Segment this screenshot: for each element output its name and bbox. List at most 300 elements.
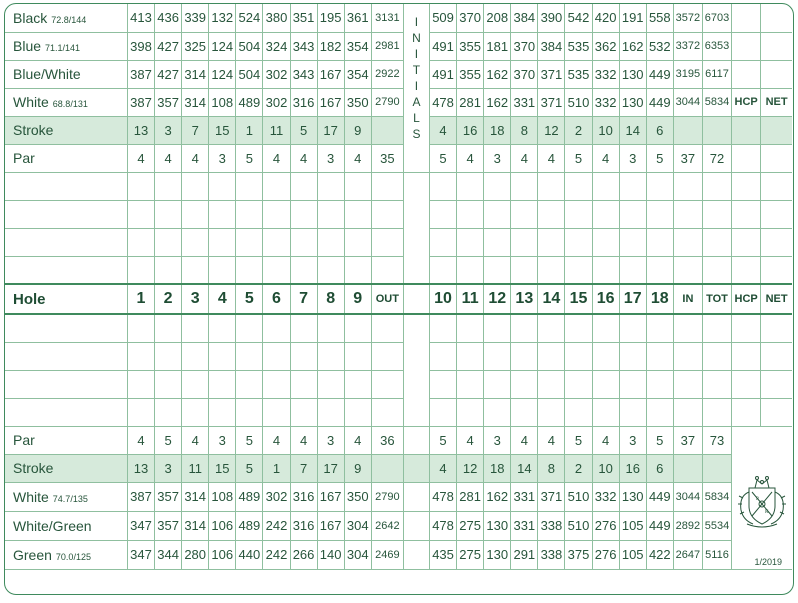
tee-name: Blue/White [13,66,81,82]
score-cell[interactable] [565,370,592,398]
score-cell[interactable] [592,370,619,398]
score-cell[interactable] [484,228,511,256]
score-cell[interactable] [290,200,317,228]
stroke-hole-13: 14 [511,454,538,482]
yardage-hole-12: 208 [484,4,511,32]
yardage-hole-13: 370 [511,60,538,88]
score-cell[interactable] [182,200,209,228]
par-hole-13: 4 [511,426,538,454]
blank-cell [732,144,761,172]
score-cell[interactable] [371,370,403,398]
player-name-cell[interactable] [5,200,127,228]
score-cell[interactable] [155,172,182,200]
hole-number: 13 [511,284,538,314]
score-cell[interactable] [290,228,317,256]
player-name-cell[interactable] [5,342,127,370]
score-cell[interactable] [592,200,619,228]
score-cell[interactable] [484,398,511,426]
score-cell[interactable] [511,228,538,256]
score-cell[interactable] [732,314,761,342]
score-cell[interactable] [127,200,154,228]
yardage-hole-2: 357 [155,88,182,116]
blank-cell [371,454,403,482]
par-hole-12: 3 [484,426,511,454]
score-cell[interactable] [619,314,646,342]
score-cell[interactable] [209,314,236,342]
par-hole-11: 4 [457,426,484,454]
score-cell[interactable] [127,172,154,200]
score-entry-row [5,172,792,200]
score-cell[interactable] [592,172,619,200]
yardage-hole-9: 354 [344,60,371,88]
score-cell[interactable] [761,256,792,284]
yardage-hole-16: 332 [592,482,619,511]
in-total: 37 [673,144,702,172]
score-cell[interactable] [673,200,702,228]
yardage-hole-6: 302 [263,482,290,511]
par-hole-7: 4 [290,426,317,454]
score-cell[interactable] [702,398,731,426]
tot-total: 5534 [702,511,731,540]
stroke-hole-14: 8 [538,454,565,482]
in-total: 3372 [673,32,702,60]
score-cell[interactable] [565,398,592,426]
score-cell[interactable] [182,314,209,342]
score-cell[interactable] [619,342,646,370]
score-cell[interactable] [430,370,457,398]
score-cell[interactable] [317,398,344,426]
yardage-hole-7: 351 [290,4,317,32]
score-cell[interactable] [511,256,538,284]
score-cell[interactable] [565,342,592,370]
stroke-hole-5: 5 [236,454,263,482]
tee-name: Green [13,546,52,563]
yardage-hole-7: 316 [290,482,317,511]
score-cell[interactable] [430,172,457,200]
yardage-hole-6: 324 [263,32,290,60]
score-cell[interactable] [565,228,592,256]
yardage-hole-5: 489 [236,511,263,540]
score-cell[interactable] [155,256,182,284]
score-cell[interactable] [263,172,290,200]
score-cell[interactable] [430,228,457,256]
score-cell[interactable] [430,342,457,370]
tee-label [5,511,127,540]
yardage-hole-3: 314 [182,60,209,88]
score-cell[interactable] [430,314,457,342]
score-cell[interactable] [457,228,484,256]
score-cell[interactable] [646,342,673,370]
score-cell[interactable] [209,256,236,284]
par-hole-15: 5 [565,426,592,454]
score-cell[interactable] [344,200,371,228]
score-cell[interactable] [538,342,565,370]
score-cell[interactable] [209,172,236,200]
score-cell[interactable] [371,228,403,256]
score-cell[interactable] [511,172,538,200]
yardage-hole-13: 370 [511,32,538,60]
score-cell[interactable] [127,370,154,398]
score-cell[interactable] [236,398,263,426]
score-cell[interactable] [209,228,236,256]
score-cell[interactable] [371,398,403,426]
score-cell[interactable] [127,342,154,370]
score-cell[interactable] [236,342,263,370]
score-cell[interactable] [673,172,702,200]
score-cell[interactable] [484,370,511,398]
yardage-hole-11: 275 [457,540,484,569]
score-cell[interactable] [646,200,673,228]
score-cell[interactable] [673,342,702,370]
score-cell[interactable] [290,370,317,398]
score-cell[interactable] [209,370,236,398]
yardage-hole-3: 325 [182,32,209,60]
yardage-hole-1: 347 [127,540,154,569]
score-cell[interactable] [344,228,371,256]
score-cell[interactable] [344,398,371,426]
score-cell[interactable] [732,342,761,370]
yardage-hole-17: 162 [619,32,646,60]
score-cell[interactable] [317,342,344,370]
score-cell[interactable] [702,314,731,342]
hole-number: 15 [565,284,592,314]
score-cell[interactable] [646,228,673,256]
score-cell[interactable] [732,172,761,200]
score-cell[interactable] [155,200,182,228]
club-crest-icon [735,466,789,530]
tee-row [5,4,792,32]
score-cell[interactable] [236,172,263,200]
score-cell[interactable] [592,314,619,342]
hole-number: 11 [457,284,484,314]
score-cell[interactable] [457,342,484,370]
initials-gap [403,314,429,342]
score-cell[interactable] [155,342,182,370]
score-cell[interactable] [182,172,209,200]
score-cell[interactable] [457,200,484,228]
yardage-hole-13: 291 [511,540,538,569]
yardage-hole-18: 449 [646,60,673,88]
score-cell[interactable] [511,370,538,398]
player-name-cell[interactable] [5,228,127,256]
stroke-hole-4: 15 [209,116,236,144]
par-hole-9: 4 [344,144,371,172]
yardage-hole-12: 130 [484,540,511,569]
score-cell[interactable] [317,314,344,342]
score-cell[interactable] [646,370,673,398]
score-cell[interactable] [344,172,371,200]
tee-name: White [13,94,49,110]
score-cell[interactable] [236,314,263,342]
score-cell[interactable] [538,228,565,256]
score-cell[interactable] [761,172,792,200]
yardage-hole-2: 427 [155,32,182,60]
hole-number: 2 [155,284,182,314]
score-cell[interactable] [236,370,263,398]
score-cell[interactable] [511,398,538,426]
par-hole-4: 3 [209,426,236,454]
score-cell[interactable] [127,314,154,342]
score-cell[interactable] [155,228,182,256]
player-name-cell[interactable] [5,398,127,426]
score-cell[interactable] [457,256,484,284]
score-cell[interactable] [155,370,182,398]
score-cell[interactable] [457,172,484,200]
score-cell[interactable] [673,256,702,284]
yardage-hole-6: 302 [263,88,290,116]
score-cell[interactable] [538,200,565,228]
score-cell[interactable] [317,172,344,200]
score-cell[interactable] [484,342,511,370]
yardage-hole-15: 510 [565,88,592,116]
blank-cell [761,116,792,144]
par-row [5,144,792,172]
score-cell[interactable] [538,314,565,342]
score-cell[interactable] [592,228,619,256]
score-cell[interactable] [565,256,592,284]
score-cell[interactable] [236,228,263,256]
score-cell[interactable] [236,256,263,284]
score-cell[interactable] [155,314,182,342]
score-cell[interactable] [538,172,565,200]
score-cell[interactable] [732,200,761,228]
score-cell[interactable] [182,370,209,398]
score-cell[interactable] [263,342,290,370]
yardage-hole-5: 504 [236,32,263,60]
score-cell[interactable] [761,370,792,398]
blank-cell [761,32,792,60]
score-cell[interactable] [127,256,154,284]
score-cell[interactable] [511,342,538,370]
player-name-cell[interactable] [5,256,127,284]
stroke-hole-3: 7 [182,116,209,144]
score-cell[interactable] [371,256,403,284]
score-cell[interactable] [732,370,761,398]
score-cell[interactable] [317,200,344,228]
score-cell[interactable] [317,256,344,284]
score-cell[interactable] [371,314,403,342]
score-cell[interactable] [646,172,673,200]
score-cell[interactable] [457,314,484,342]
stroke-hole-15: 2 [565,454,592,482]
score-cell[interactable] [155,398,182,426]
blank-cell [761,60,792,88]
in-total: 3195 [673,60,702,88]
score-cell[interactable] [209,342,236,370]
yardage-hole-12: 181 [484,32,511,60]
score-cell[interactable] [673,398,702,426]
score-cell[interactable] [702,200,731,228]
par-hole-2: 5 [155,426,182,454]
tot-total: 73 [702,426,731,454]
out-total: 2790 [371,482,403,511]
tot-total: 6703 [702,4,731,32]
out-total: 35 [371,144,403,172]
score-cell[interactable] [619,398,646,426]
score-cell[interactable] [209,398,236,426]
score-cell[interactable] [592,342,619,370]
score-cell[interactable] [344,314,371,342]
score-cell[interactable] [371,200,403,228]
initials-gap [403,370,429,398]
yardage-hole-14: 338 [538,540,565,569]
score-cell[interactable] [619,256,646,284]
tee-label [5,482,127,511]
yardage-hole-18: 449 [646,511,673,540]
score-cell[interactable] [761,228,792,256]
tot-total: 5834 [702,88,731,116]
score-cell[interactable] [619,172,646,200]
score-cell[interactable] [182,256,209,284]
score-cell[interactable] [430,200,457,228]
score-cell[interactable] [127,398,154,426]
par-hole-17: 3 [619,144,646,172]
score-cell[interactable] [182,342,209,370]
hole-number: 10 [430,284,457,314]
score-cell[interactable] [702,370,731,398]
score-cell[interactable] [290,398,317,426]
score-cell[interactable] [511,314,538,342]
yardage-hole-9: 350 [344,88,371,116]
score-cell[interactable] [290,342,317,370]
score-cell[interactable] [290,172,317,200]
score-cell[interactable] [702,256,731,284]
score-cell[interactable] [702,172,731,200]
score-entry-row [5,370,792,398]
par-hole-6: 4 [263,144,290,172]
score-cell[interactable] [511,200,538,228]
stroke-hole-9: 9 [344,454,371,482]
score-cell[interactable] [732,398,761,426]
score-cell[interactable] [290,314,317,342]
stroke-hole-11: 12 [457,454,484,482]
score-cell[interactable] [702,228,731,256]
blank-cell [761,144,792,172]
score-cell[interactable] [592,398,619,426]
player-name-cell[interactable] [5,172,127,200]
player-name-cell[interactable] [5,314,127,342]
score-cell[interactable] [317,370,344,398]
score-cell[interactable] [484,200,511,228]
yardage-hole-14: 371 [538,482,565,511]
stroke-hole-13: 8 [511,116,538,144]
score-cell[interactable] [182,228,209,256]
score-cell[interactable] [538,370,565,398]
score-cell[interactable] [619,370,646,398]
score-cell[interactable] [430,398,457,426]
score-cell[interactable] [761,314,792,342]
score-cell[interactable] [538,256,565,284]
score-cell[interactable] [317,228,344,256]
score-cell[interactable] [732,228,761,256]
score-cell[interactable] [761,398,792,426]
score-cell[interactable] [371,172,403,200]
stroke-hole-11: 16 [457,116,484,144]
yardage-hole-17: 105 [619,511,646,540]
score-cell[interactable] [619,228,646,256]
score-cell[interactable] [732,256,761,284]
score-cell[interactable] [371,342,403,370]
score-cell[interactable] [263,200,290,228]
score-cell[interactable] [646,398,673,426]
score-cell[interactable] [263,398,290,426]
score-cell[interactable] [182,398,209,426]
score-cell[interactable] [702,342,731,370]
score-cell[interactable] [236,200,263,228]
stroke-hole-14: 12 [538,116,565,144]
score-cell[interactable] [673,228,702,256]
in-total: 2892 [673,511,702,540]
score-cell[interactable] [565,200,592,228]
stroke-hole-16: 10 [592,116,619,144]
stroke-hole-18: 6 [646,454,673,482]
tee-label [5,540,127,569]
par-hole-12: 3 [484,144,511,172]
out-total: 36 [371,426,403,454]
player-name-cell[interactable] [5,370,127,398]
stroke-hole-8: 17 [317,116,344,144]
score-cell[interactable] [673,370,702,398]
score-cell[interactable] [344,370,371,398]
score-cell[interactable] [263,256,290,284]
score-cell[interactable] [290,256,317,284]
stroke-hole-1: 13 [127,116,154,144]
score-cell[interactable] [565,314,592,342]
yardage-hole-6: 242 [263,511,290,540]
score-cell[interactable] [263,314,290,342]
out-total: 2790 [371,88,403,116]
score-cell[interactable] [344,256,371,284]
yardage-hole-10: 478 [430,482,457,511]
score-cell[interactable] [592,256,619,284]
yardage-hole-9: 361 [344,4,371,32]
stroke-row [5,454,792,482]
initials-gap [403,511,429,540]
score-cell[interactable] [209,200,236,228]
score-cell[interactable] [457,370,484,398]
yardage-hole-4: 124 [209,60,236,88]
par-hole-10: 5 [430,426,457,454]
score-cell[interactable] [673,314,702,342]
score-cell[interactable] [263,370,290,398]
score-cell[interactable] [538,398,565,426]
score-cell[interactable] [761,200,792,228]
yardage-hole-8: 167 [317,511,344,540]
yardage-hole-5: 524 [236,4,263,32]
score-cell[interactable] [565,172,592,200]
score-cell[interactable] [457,398,484,426]
score-cell[interactable] [430,256,457,284]
score-cell[interactable] [484,256,511,284]
par-hole-1: 4 [127,144,154,172]
score-cell[interactable] [619,200,646,228]
score-cell[interactable] [761,342,792,370]
yardage-hole-14: 338 [538,511,565,540]
initials-letter: S [412,127,421,141]
score-cell[interactable] [344,342,371,370]
score-cell[interactable] [484,172,511,200]
yardage-hole-8: 167 [317,88,344,116]
yardage-hole-16: 276 [592,511,619,540]
score-cell[interactable] [263,228,290,256]
score-cell[interactable] [127,228,154,256]
score-entry-row [5,314,792,342]
score-cell[interactable] [646,256,673,284]
initials-gap [403,200,429,228]
tee-row [5,540,792,569]
score-cell[interactable] [484,314,511,342]
score-cell[interactable] [646,314,673,342]
